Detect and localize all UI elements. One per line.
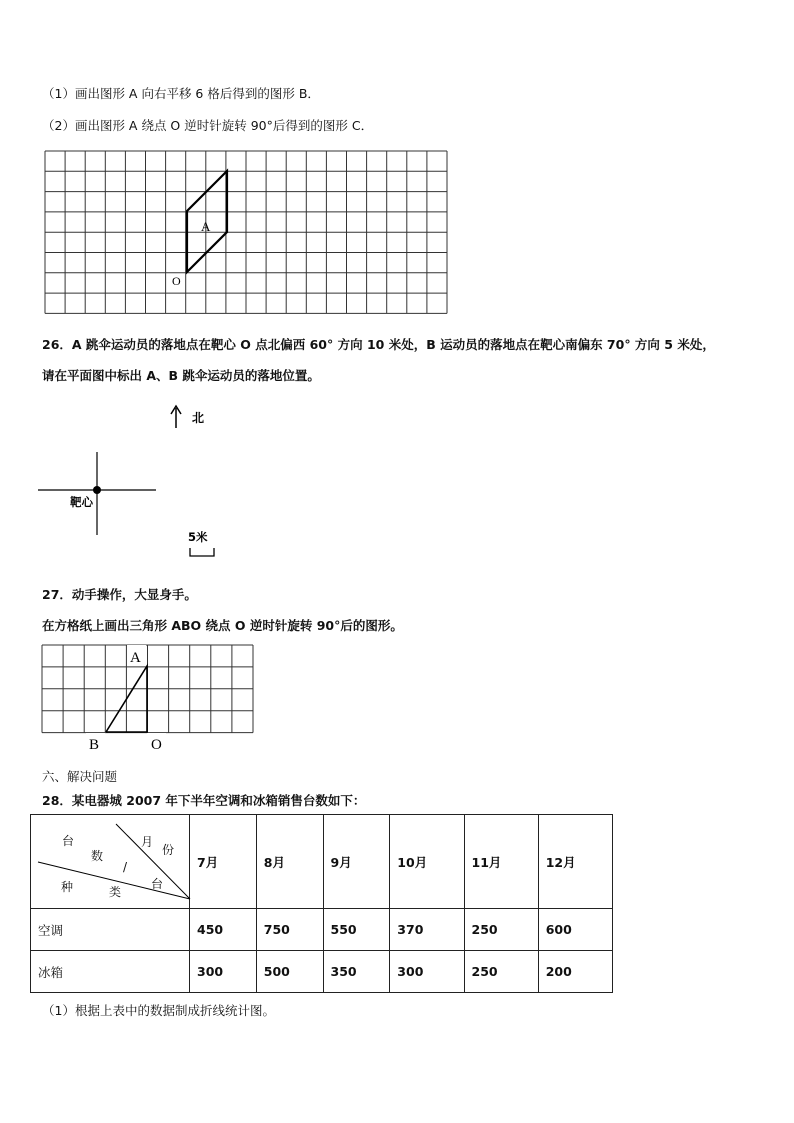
- table-cell: 450: [190, 909, 257, 951]
- grid1-label-a: A: [201, 219, 211, 234]
- table-cell: 350: [323, 951, 390, 993]
- q26-line1: 26．A 跳伞运动员的落地点在靶心 O 点北偏西 60° 方向 10 米处，B 运动员的落地点在靶心南偏东 70° 方向 5 米处，: [42, 337, 715, 352]
- table-header-row: [31, 815, 613, 909]
- hdr-yue: 月: [141, 835, 154, 849]
- table-row: [31, 909, 613, 951]
- target-center-label: 靶心: [70, 495, 93, 509]
- section-title: 六、解决问题: [42, 769, 118, 784]
- grid1-label-o: O: [172, 274, 181, 288]
- hdr-fen: 份: [162, 843, 175, 857]
- hdr-zhong: 种: [61, 880, 74, 894]
- month-header: 9月: [323, 815, 390, 909]
- grid2-label-b: B: [89, 737, 100, 753]
- target-center-dot: [93, 486, 101, 494]
- table-cell: 370: [390, 909, 464, 951]
- scale-bar: [190, 548, 214, 556]
- month-header: 12月: [538, 815, 612, 909]
- q28-part1: （1）根据上表中的数据制成折线统计图。: [42, 1003, 275, 1018]
- table-cell: 550: [323, 909, 390, 951]
- grid2-label-a: A: [130, 650, 141, 666]
- hdr-slash: /: [123, 860, 128, 874]
- table-cell: 250: [464, 909, 538, 951]
- month-header: 11月: [464, 815, 538, 909]
- table-cell: 250: [464, 951, 538, 993]
- hdr-shu: 数: [91, 849, 104, 863]
- month-header: 10月: [390, 815, 464, 909]
- grid-paper-1: [45, 151, 447, 313]
- grid2-label-o: O: [151, 737, 162, 753]
- north-label: 北: [192, 411, 205, 425]
- row-label: 空调: [31, 909, 190, 951]
- table-cell: 300: [390, 951, 464, 993]
- month-header: 8月: [256, 815, 323, 909]
- table-cell: 300: [190, 951, 257, 993]
- hdr-lei: 类: [109, 885, 122, 899]
- q26-line2: 请在平面图中标出 A、B 跳伞运动员的落地位置。: [42, 368, 320, 383]
- q27-line2: 在方格纸上画出三角形 ABO 绕点 O 逆时针旋转 90°后的图形。: [42, 618, 403, 633]
- table-cell: 200: [538, 951, 612, 993]
- table-cell: 500: [256, 951, 323, 993]
- table-cell: 750: [256, 909, 323, 951]
- sales-table: [30, 814, 613, 993]
- scale-label: 5米: [188, 530, 208, 544]
- hdr-tai2: 台: [151, 877, 164, 891]
- table-row: [31, 951, 613, 993]
- month-header: 7月: [190, 815, 257, 909]
- row-label: 冰箱: [31, 951, 190, 993]
- diagonal-header-cell: [31, 815, 190, 909]
- question-part2: （2）画出图形 A 绕点 O 逆时针旋转 90°后得到的图形 C．: [42, 118, 374, 133]
- question-part1: （1）画出图形 A 向右平移 6 格后得到的图形 B．: [42, 86, 320, 101]
- q27-line1: 27．动手操作，大显身手。: [42, 587, 197, 602]
- q28-line1: 28．某电器城 2007 年下半年空调和冰箱销售台数如下：: [42, 793, 366, 808]
- hdr-tai: 台: [62, 834, 75, 848]
- table-cell: 600: [538, 909, 612, 951]
